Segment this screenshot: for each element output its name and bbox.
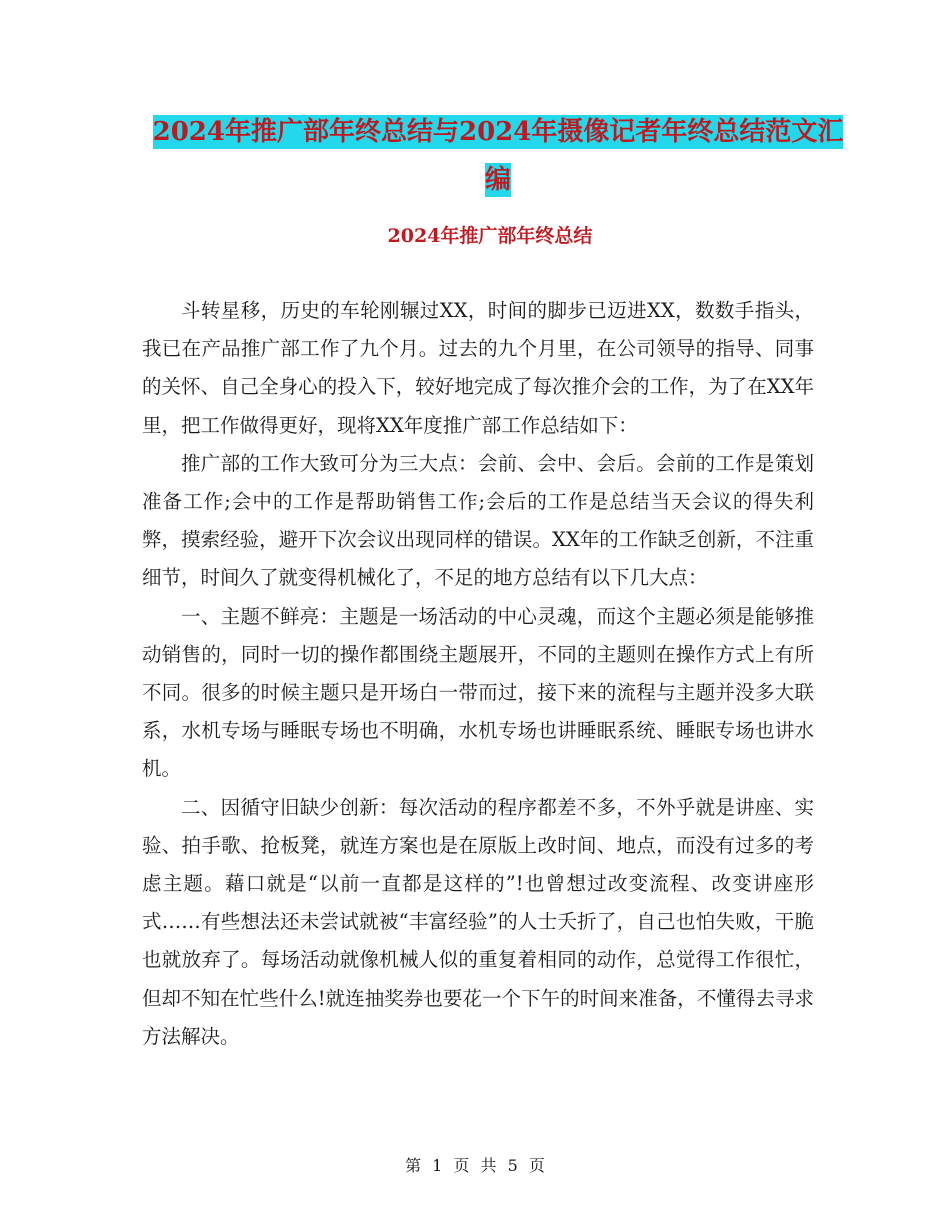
paragraph-overview: 推广部的工作大致可分为三大点：会前、会中、会后。会前的工作是策划准备工作;会中的工作是帮助销售工作;会后的工作是总结当天会议的得失利弊，摸索经验，避开下次会议出现同样的错误。XX年的工作缺乏创新，不注重细节，时间久了就变得机械化了，不足的地方总结有以下几大点： [142, 451, 814, 590]
document-body [142, 292, 814, 1056]
page-number-footer: 第 1 页 共 5 页 [405, 1156, 545, 1175]
paragraph-intro: 斗转星移，历史的车轮刚辗过XX，时间的脚步已迈进XX，数数手指头，我已在产品推广部工作了九个月。过去的九个月里，在公司领导的指导、同事的关怀、自己全身心的投入下，较好地完成了每次推介会的工作，为了在XX年里，把工作做得更好，现将XX年度推广部工作总结如下： [142, 299, 814, 437]
paragraph-point-two: 二、因循守旧缺少创新：每次活动的程序都差不多，不外乎就是讲座、实验、拍手歌、抢板凳，就连方案也是在原版上改时间、地点，而没有过多的考虑主题。藉口就是“以前一直都是这样的”!也曾想过改变流程、改变讲座形式……有些想法还未尝试就被“丰富经验”的人士夭折了，自己也怕失败，干脆也就放弃了。每场活动就像机械人似的重复着相同的动作，总觉得工作很忙，但却不知在忙些什么!就连抽奖券也要花一个下午的时间来准备，不懂得去寻求方法解决。 [142, 795, 814, 1048]
document-title [140, 108, 856, 204]
paragraph-point-one: 一、主题不鲜亮：主题是一场活动的中心灵魂，而这个主题必须是能够推动销售的，同时一切的操作都围绕主题展开，不同的主题则在操作方式上有所不同。很多的时候主题只是开场白一带而过，接下来的流程与主题并没多大联系，水机专场与睡眠专场也不明确，水机专场也讲睡眠系统、睡眠专场也讲水机。 [142, 604, 814, 781]
section-title: 2024年推广部年终总结 [387, 225, 593, 247]
title-highlight: 2024年推广部年终总结与2024年摄像记者年终总结范文汇编 [152, 117, 844, 195]
